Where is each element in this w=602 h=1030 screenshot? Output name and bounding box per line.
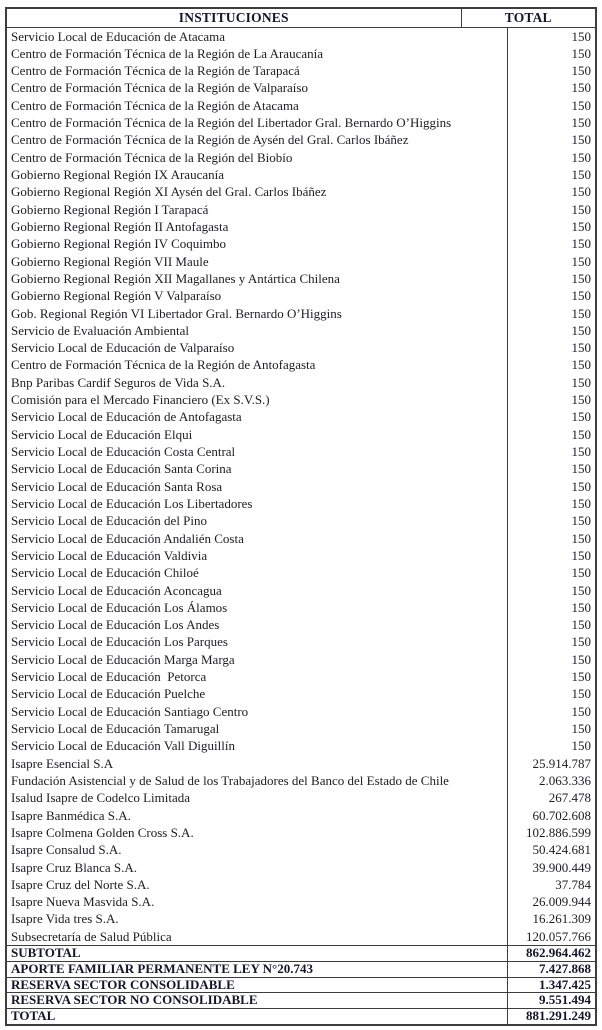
total-cell: 150 — [507, 720, 596, 737]
institution-cell: Servicio Local de Educación de Valparaíso — [6, 339, 507, 356]
table-row — [6, 824, 596, 841]
table-row — [6, 27, 596, 45]
table-row — [6, 460, 596, 477]
column-header-instituciones: INSTITUCIONES — [6, 8, 461, 27]
total-cell: 150 — [507, 374, 596, 391]
table-row — [6, 859, 596, 876]
table-row — [6, 62, 596, 79]
table-row — [6, 443, 596, 460]
total-cell: 150 — [507, 339, 596, 356]
total-cell: 150 — [507, 305, 596, 322]
total-cell: 150 — [507, 79, 596, 96]
total-cell: 150 — [507, 530, 596, 547]
institution-cell: SUBTOTAL — [6, 946, 507, 962]
total-cell: 150 — [507, 218, 596, 235]
institution-cell: Servicio Local de Educación Marga Marga — [6, 651, 507, 668]
institution-cell: Subsecretaría de Salud Pública — [6, 928, 507, 946]
institution-cell: Bnp Paribas Cardif Seguros de Vida S.A. — [6, 374, 507, 391]
total-cell: 150 — [507, 599, 596, 616]
table-row — [6, 391, 596, 408]
table-row — [6, 79, 596, 96]
total-cell: 150 — [507, 131, 596, 148]
table-row — [6, 807, 596, 824]
total-cell: 150 — [507, 478, 596, 495]
institution-cell: Centro de Formación Técnica de la Región del Libertador Gral. Bernardo O’Higgins — [6, 114, 507, 131]
total-cell: 9.551.494 — [507, 993, 596, 1009]
table-row — [6, 339, 596, 356]
institution-cell: Isapre Banmédica S.A. — [6, 807, 507, 824]
institution-cell: Centro de Formación Técnica de la Región de Atacama — [6, 97, 507, 114]
total-cell: 150 — [507, 97, 596, 114]
total-cell: 150 — [507, 270, 596, 287]
total-cell: 150 — [507, 45, 596, 62]
table-row — [6, 582, 596, 599]
table-row — [6, 977, 596, 993]
institution-cell: Gobierno Regional Región XII Magallanes y Antártica Chilena — [6, 270, 507, 287]
table-header — [6, 8, 596, 27]
table-row — [6, 166, 596, 183]
table-row — [6, 547, 596, 564]
total-cell: 150 — [507, 166, 596, 183]
total-cell: 150 — [507, 235, 596, 252]
institution-cell: Gobierno Regional Región I Tarapacá — [6, 201, 507, 218]
institution-cell: Servicio Local de Educación Puelche — [6, 685, 507, 702]
table-row — [6, 1009, 596, 1025]
table-row — [6, 322, 596, 339]
institution-cell: RESERVA SECTOR CONSOLIDABLE — [6, 977, 507, 993]
total-cell: 150 — [507, 685, 596, 702]
table-row — [6, 97, 596, 114]
institution-cell: RESERVA SECTOR NO CONSOLIDABLE — [6, 993, 507, 1009]
table-row — [6, 495, 596, 512]
total-cell: 150 — [507, 668, 596, 685]
table-row — [6, 737, 596, 754]
total-cell: 39.900.449 — [507, 859, 596, 876]
institution-cell: Isapre Consalud S.A. — [6, 841, 507, 858]
institution-cell: Isapre Cruz Blanca S.A. — [6, 859, 507, 876]
institution-cell: Isapre Nueva Masvida S.A. — [6, 893, 507, 910]
total-cell: 1.347.425 — [507, 977, 596, 993]
institution-cell: Servicio Local de Educación Aconcagua — [6, 582, 507, 599]
total-cell: 150 — [507, 633, 596, 650]
table-row — [6, 201, 596, 218]
table-row — [6, 720, 596, 737]
total-cell: 150 — [507, 460, 596, 477]
total-cell: 150 — [507, 426, 596, 443]
institutions-totals-table — [5, 7, 597, 1026]
total-cell: 120.057.766 — [507, 928, 596, 946]
table-row — [6, 993, 596, 1009]
total-cell: 150 — [507, 149, 596, 166]
total-cell: 150 — [507, 62, 596, 79]
institution-cell: Servicio Local de Educación Santa Rosa — [6, 478, 507, 495]
table-row — [6, 356, 596, 373]
institution-cell: Servicio Local de Educación Andalién Costa — [6, 530, 507, 547]
total-cell: 150 — [507, 201, 596, 218]
total-cell: 25.914.787 — [507, 755, 596, 772]
table-row — [6, 910, 596, 927]
institution-cell: Gobierno Regional Región V Valparaíso — [6, 287, 507, 304]
total-cell: 50.424.681 — [507, 841, 596, 858]
institution-cell: Isalud Isapre de Codelco Limitada — [6, 789, 507, 806]
table-row — [6, 45, 596, 62]
table-row — [6, 876, 596, 893]
institution-cell: Servicio de Evaluación Ambiental — [6, 322, 507, 339]
header-row — [6, 8, 596, 27]
institution-cell: Servicio Local de Educación del Pino — [6, 512, 507, 529]
total-cell: 150 — [507, 616, 596, 633]
table-row — [6, 253, 596, 270]
institution-cell: Gob. Regional Región VI Libertador Gral. Bernardo O’Higgins — [6, 305, 507, 322]
table-row — [6, 149, 596, 166]
table-row — [6, 703, 596, 720]
table-row — [6, 131, 596, 148]
institution-cell: Servicio Local de Educación Vall Diguillín — [6, 737, 507, 754]
table-row — [6, 287, 596, 304]
institution-cell: Servicio Local de Educación de Atacama — [6, 27, 507, 45]
table-row — [6, 183, 596, 200]
table-row — [6, 651, 596, 668]
table-row — [6, 668, 596, 685]
institution-cell: Gobierno Regional Región IX Araucanía — [6, 166, 507, 183]
total-cell: 150 — [507, 582, 596, 599]
table-row — [6, 841, 596, 858]
total-cell: 881.291.249 — [507, 1009, 596, 1025]
institution-cell: Servicio Local de Educación Los Andes — [6, 616, 507, 633]
table-row — [6, 235, 596, 252]
table-row — [6, 426, 596, 443]
total-cell: 150 — [507, 564, 596, 581]
table-row — [6, 408, 596, 425]
institution-cell: Gobierno Regional Región VII Maule — [6, 253, 507, 270]
table-row — [6, 789, 596, 806]
total-cell: 150 — [507, 391, 596, 408]
institution-cell: Servicio Local de Educación Santa Corina — [6, 460, 507, 477]
table-row — [6, 685, 596, 702]
institution-cell: Servicio Local de Educación Costa Central — [6, 443, 507, 460]
institution-cell: Centro de Formación Técnica de la Región de Tarapacá — [6, 62, 507, 79]
table-row — [6, 961, 596, 977]
table-row — [6, 633, 596, 650]
total-cell: 150 — [507, 27, 596, 45]
total-cell: 862.964.462 — [507, 946, 596, 962]
table-row — [6, 755, 596, 772]
total-cell: 150 — [507, 322, 596, 339]
table-row — [6, 564, 596, 581]
institution-cell: Centro de Formación Técnica de la Región de Aysén del Gral. Carlos Ibáñez — [6, 131, 507, 148]
institution-cell: Servicio Local de Educación Los Libertadores — [6, 495, 507, 512]
institution-cell: Servicio Local de Educación Los Álamos — [6, 599, 507, 616]
institution-cell: Comisión para el Mercado Financiero (Ex S.V.S.) — [6, 391, 507, 408]
institution-cell: Servicio Local de Educación Tamarugal — [6, 720, 507, 737]
total-cell: 16.261.309 — [507, 910, 596, 927]
total-cell: 150 — [507, 495, 596, 512]
table-row — [6, 270, 596, 287]
total-cell: 150 — [507, 356, 596, 373]
table-row — [6, 218, 596, 235]
institution-cell: Servicio Local de Educación Petorca — [6, 668, 507, 685]
institution-cell: TOTAL — [6, 1009, 507, 1025]
table-summary — [6, 946, 596, 1025]
institution-cell: Gobierno Regional Región XI Aysén del Gral. Carlos Ibáñez — [6, 183, 507, 200]
table-row — [6, 599, 596, 616]
table-row — [6, 928, 596, 946]
table-row — [6, 305, 596, 322]
institution-cell: Centro de Formación Técnica de la Región de La Araucanía — [6, 45, 507, 62]
institution-cell: Isapre Vida tres S.A. — [6, 910, 507, 927]
table-row — [6, 772, 596, 789]
table-row — [6, 374, 596, 391]
table-row — [6, 530, 596, 547]
total-cell: 150 — [507, 287, 596, 304]
table-row — [6, 946, 596, 962]
institution-cell: Centro de Formación Técnica de la Región de Antofagasta — [6, 356, 507, 373]
institution-cell: Isapre Colmena Golden Cross S.A. — [6, 824, 507, 841]
total-cell: 26.009.944 — [507, 893, 596, 910]
table-body — [6, 27, 596, 946]
total-cell: 150 — [507, 114, 596, 131]
institution-cell: Isapre Cruz del Norte S.A. — [6, 876, 507, 893]
institution-cell: Centro de Formación Técnica de la Región del Biobío — [6, 149, 507, 166]
total-cell: 102.886.599 — [507, 824, 596, 841]
institution-cell: Isapre Esencial S.A — [6, 755, 507, 772]
table-row — [6, 512, 596, 529]
total-cell: 150 — [507, 443, 596, 460]
institution-cell: Fundación Asistencial y de Salud de los Trabajadores del Banco del Estado de Chile — [6, 772, 507, 789]
total-cell: 267.478 — [507, 789, 596, 806]
table-row — [6, 893, 596, 910]
institution-cell: Gobierno Regional Región IV Coquimbo — [6, 235, 507, 252]
total-cell: 37.784 — [507, 876, 596, 893]
table-row — [6, 478, 596, 495]
table-row — [6, 114, 596, 131]
institution-cell: Servicio Local de Educación Chiloé — [6, 564, 507, 581]
table-row — [6, 616, 596, 633]
total-cell: 150 — [507, 737, 596, 754]
institution-cell: Gobierno Regional Región II Antofagasta — [6, 218, 507, 235]
total-cell: 60.702.608 — [507, 807, 596, 824]
column-header-total: TOTAL — [461, 8, 596, 27]
total-cell: 150 — [507, 547, 596, 564]
institution-cell: Servicio Local de Educación Elqui — [6, 426, 507, 443]
total-cell: 150 — [507, 183, 596, 200]
total-cell: 150 — [507, 408, 596, 425]
total-cell: 150 — [507, 703, 596, 720]
total-cell: 150 — [507, 512, 596, 529]
institution-cell: Servicio Local de Educación Valdivia — [6, 547, 507, 564]
institution-cell: Servicio Local de Educación Santiago Centro — [6, 703, 507, 720]
institution-cell: Servicio Local de Educación Los Parques — [6, 633, 507, 650]
total-cell: 7.427.868 — [507, 961, 596, 977]
institution-cell: APORTE FAMILIAR PERMANENTE LEY N°20.743 — [6, 961, 507, 977]
institution-cell: Centro de Formación Técnica de la Región de Valparaíso — [6, 79, 507, 96]
total-cell: 150 — [507, 651, 596, 668]
total-cell: 150 — [507, 253, 596, 270]
total-cell: 2.063.336 — [507, 772, 596, 789]
institution-cell: Servicio Local de Educación de Antofagasta — [6, 408, 507, 425]
